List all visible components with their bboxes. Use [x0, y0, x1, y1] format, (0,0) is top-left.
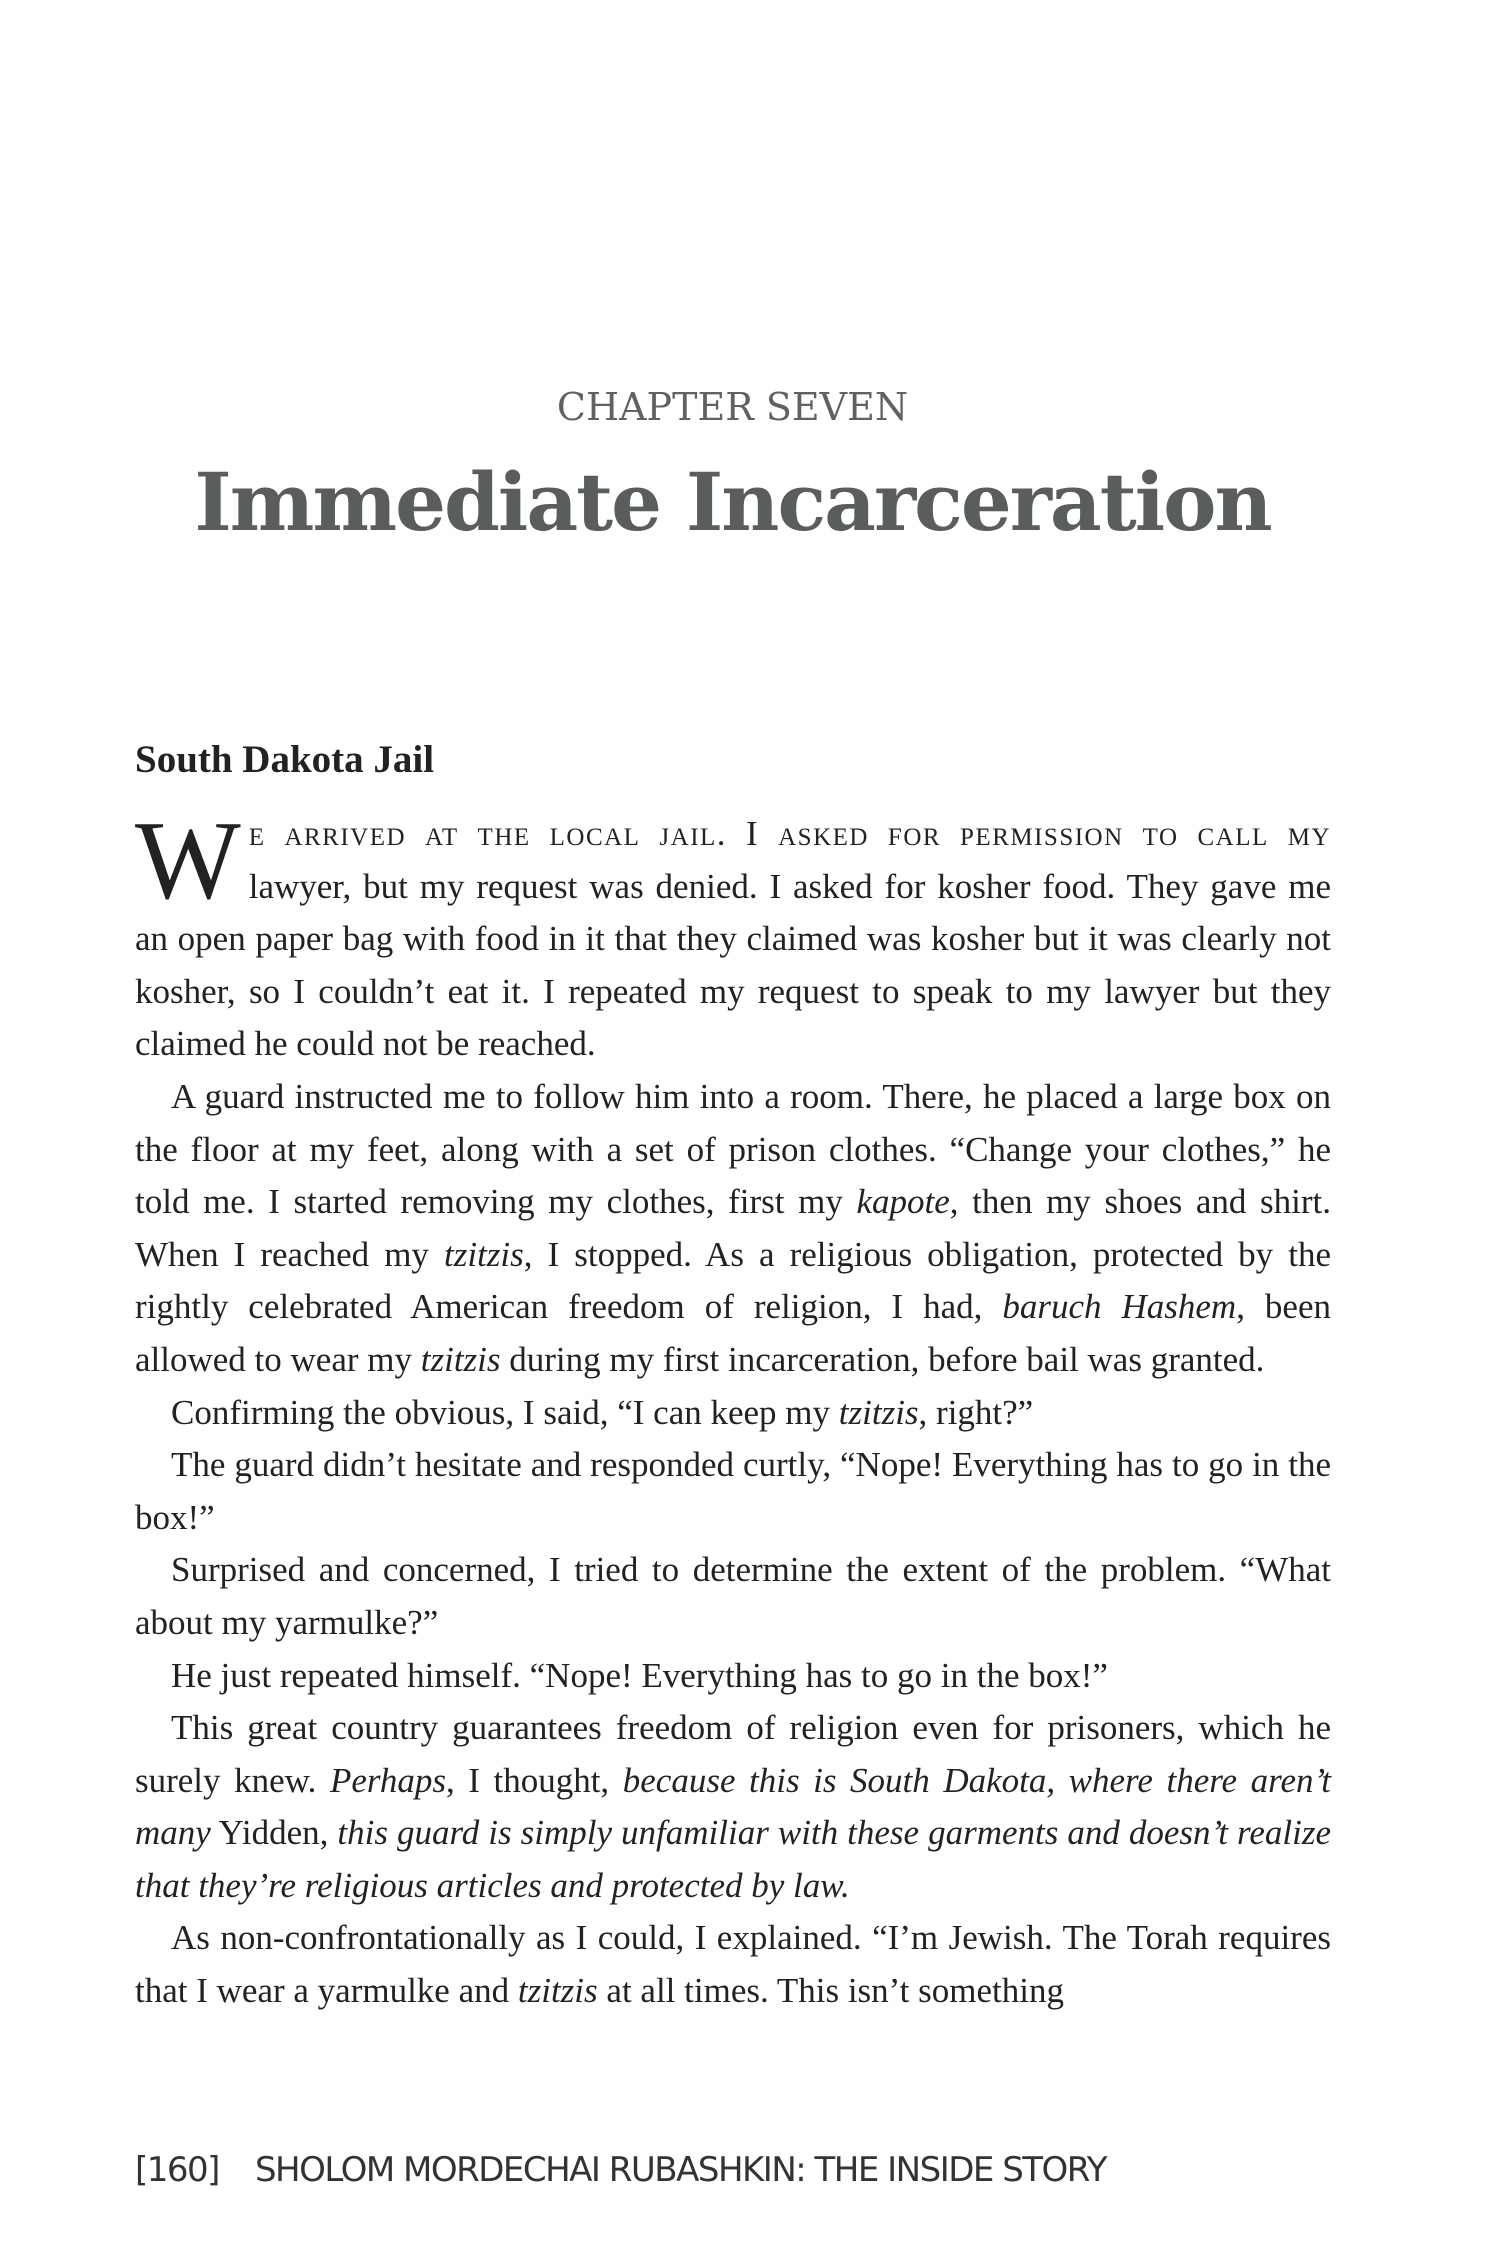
page-number: [160] — [135, 2150, 219, 2190]
paragraph-5: Surprised and concerned, I tried to determine the extent of the problem. “What about my yarmulke?” — [135, 1550, 1331, 1642]
paragraph-3 — [135, 1387, 1331, 1440]
paragraph-text: Confirming the obvious, I said, “I can keep my — [171, 1392, 839, 1432]
paragraph-text: , then my shoes and shirt. When I reached my — [135, 1182, 1331, 1274]
italic-term: tzitzis — [420, 1339, 501, 1379]
paragraph-8 — [135, 1912, 1331, 2017]
section-heading: South Dakota Jail — [135, 738, 435, 781]
paragraph-text: This great country guarantees freedom of religion even for prisoners, which he surely knew. — [135, 1708, 1331, 1800]
paragraph-6: He just repeated himself. “Nope! Everything has to go in the box!” — [171, 1655, 1108, 1695]
paragraph-text: , I stopped. As a religious obligation, protected by the rightly celebrated American freedom of religion, I had, — [135, 1234, 1331, 1327]
paragraph-text: , I thought, — [445, 1760, 623, 1800]
italic-term: Perhaps — [329, 1760, 446, 1800]
italic-term: tzitzis — [838, 1392, 919, 1432]
chapter-title: Immediate Incarceration — [194, 455, 1271, 549]
paragraph-2 — [135, 1071, 1331, 1387]
italic-thought: because this is South Dakota, where there aren’t many — [135, 1760, 1331, 1853]
body-text — [135, 799, 1332, 2018]
paragraph-4: The guard didn’t hesitate and responded curtly, “Nope! Everything has to go in the box!” — [135, 1445, 1331, 1537]
italic-thought: this guard is simply unfamiliar with these garments and doesn’t realize that they’re religious articles and protected by law. — [135, 1813, 1331, 1905]
paragraph-text: at all times. This isn’t something — [597, 1971, 1064, 2011]
paragraph-7 — [135, 1702, 1331, 1912]
running-title: SHOLOM MORDECHAI RUBASHKIN: THE INSIDE STORY — [254, 2150, 1107, 2190]
italic-term: tzitzis — [517, 1971, 598, 2011]
paragraph-text: As non-confrontationally as I could, I explained. “I’m Jewish. The Torah requires that I wear a yarmulke and — [135, 1918, 1331, 2011]
paragraph-text: during my first incarceration, before bail was granted. — [500, 1339, 1265, 1379]
chapter-label: CHAPTER SEVEN — [556, 385, 909, 429]
italic-term: tzitzis — [444, 1234, 524, 1274]
italic-term: kapote — [856, 1182, 950, 1222]
drop-cap: W — [135, 799, 241, 923]
paragraph-text: , been allowed to wear my — [135, 1287, 1332, 1379]
paragraph-1 — [135, 799, 1331, 1071]
italic-term: baruch Hashem — [1002, 1287, 1237, 1327]
paragraph-text: Yidden, — [210, 1813, 338, 1853]
opening-smallcaps: e arrived at the local jail. I asked for permission to call my — [248, 814, 1331, 853]
page-footer — [135, 2150, 1106, 2190]
paragraph-text: A guard instructed me to follow him into a room. There, he placed a large box on the floor at my feet, along with a set of prison clothes. “Change your clothes,” he told me. I started removing my clothes, first my — [135, 1076, 1331, 1222]
paragraph-text: lawyer, but my request was denied. I asked for kosher food. They gave me an open paper bag with food in it that they claimed was kosher but it was clearly not kosher, so I couldn’t eat it. I repeated my request to speak to my lawyer but they claimed he could not be reached. — [135, 866, 1331, 1064]
paragraph-text: , right?” — [918, 1392, 1034, 1432]
